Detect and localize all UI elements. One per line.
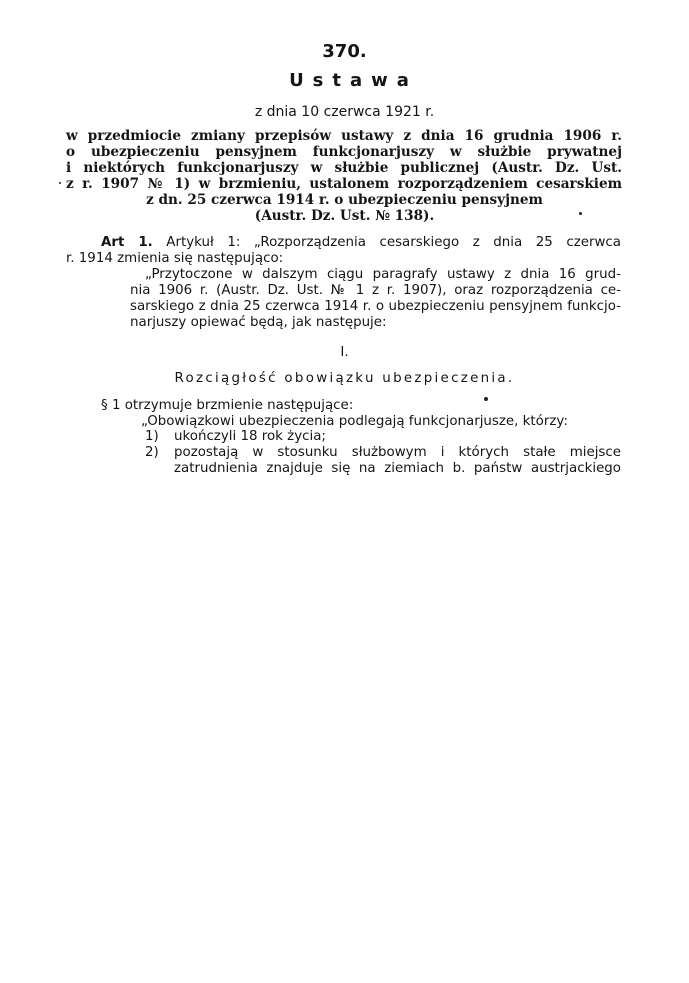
list-item-text: ukończyli 18 rok życia; <box>174 429 326 444</box>
quote-line: „Przytoczone w dalszym ciągu paragrafy ustawy z dnia 16 grud- <box>145 267 621 282</box>
page-number: 370. <box>322 41 367 62</box>
subtitle-line: (Austr. Dz. Ust. № 138). <box>254 208 435 224</box>
print-speck <box>59 182 61 184</box>
article-label: Art 1. <box>101 235 153 250</box>
list-item-text: zatrudnienia znajduje się na ziemiach b. państw austrjackiego <box>174 461 621 476</box>
paragraph-quote: „Obowiązkowi ubezpieczenia podlegają funkcjonarjusze, którzy: <box>141 414 568 429</box>
subtitle-line: o ubezpieczeniu pensyjnem funkcjonarjuszy w służbie prywatnej <box>66 144 622 160</box>
quote-line: nia 1906 r. (Austr. Dz. Ust. № 1 z r. 1907), oraz rozporządzenia ce- <box>130 283 621 298</box>
list-item-text: pozostają w stosunku służbowym i których stałe miejsce <box>174 445 621 460</box>
paragraph-intro: § 1 otrzymuje brzmienie następujące: <box>101 398 354 413</box>
article-1-line <box>101 235 621 250</box>
document-title: Ustawa <box>289 70 418 91</box>
print-speck <box>484 397 488 401</box>
list-item-number: 2) <box>145 445 159 460</box>
list-item-number: 1) <box>145 429 159 444</box>
subtitle-line: z r. 1907 № 1) w brzmieniu, ustalonem rozporządzeniem cesarskiem <box>66 176 622 192</box>
article-1-line: r. 1914 zmienia się następująco: <box>66 251 284 266</box>
date-line: z dnia 10 czerwca 1921 r. <box>254 104 435 120</box>
subtitle-line: w przedmiocie zmiany przepisów ustawy z dnia 16 grudnia 1906 r. <box>66 128 622 144</box>
article-text: Artykuł 1: „Rozporządzenia cesarskiego z dnia 25 czerwca <box>166 235 621 250</box>
quote-line: narjuszy opiewać będą, jak następuje: <box>130 315 387 330</box>
subtitle-line: i niektórych funkcjonarjuszy w służbie publicznej (Austr. Dz. Ust. <box>66 160 622 176</box>
print-speck <box>579 212 582 215</box>
quote-line: sarskiego z dnia 25 czerwca 1914 r. o ubezpieczeniu pensyjnem funkcjo- <box>130 299 621 314</box>
subtitle-line: z dn. 25 czerwca 1914 r. o ubezpieczeniu pensyjnem <box>146 192 543 208</box>
section-heading: Rozciągłość obowiązku ubezpieczenia. <box>174 371 515 386</box>
section-numeral: I. <box>340 345 349 360</box>
